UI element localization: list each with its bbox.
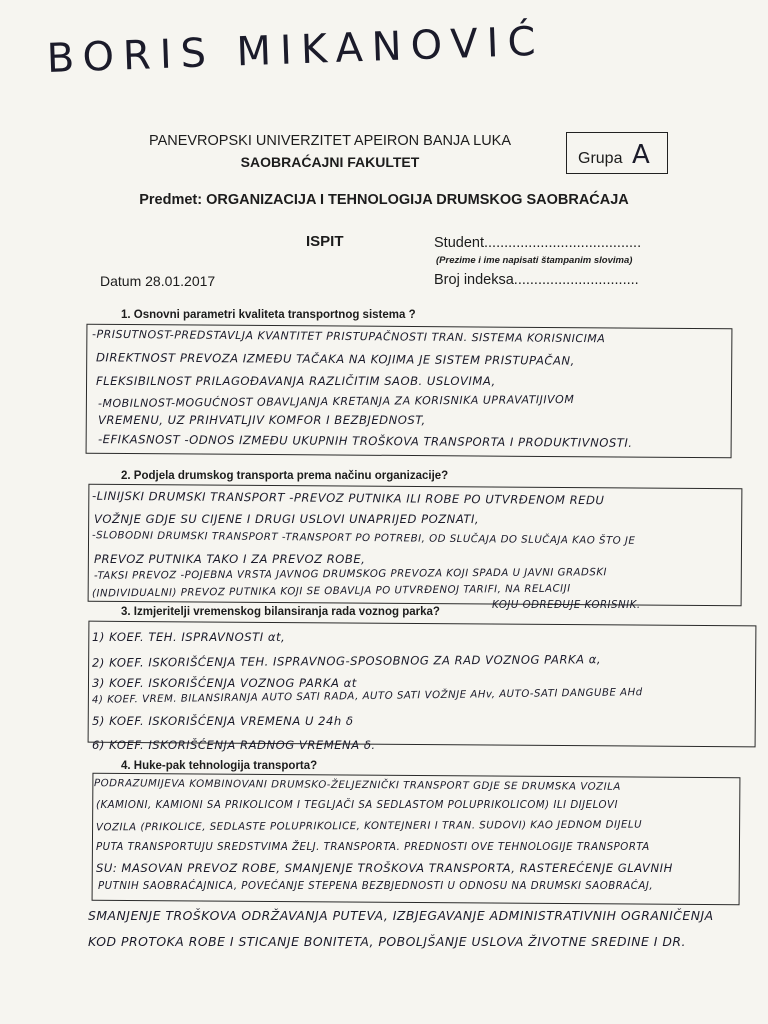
subject-title: Predmet: ORGANIZACIJA I TEHNOLOGIJA DRUMSKOG SAOBRAĆAJA [139,192,629,208]
answer-2-line-6: (INDIVIDUALNI) PREVOZ PUTNIKA KOJI SE OBAVLJA PO UTVRĐENOJ TARIFI, NA RELACIJI [91,583,571,600]
answer-1-line-6: -EFIKASNOST -ODNOS IZMEĐU UKUPNIH TROŠKOVA TRANSPORTA I PRODUKTIVNOSTI. [97,432,633,450]
answer-3-line-2: 2) KOEF. ISKORIŠĆENJA TEH. ISPRAVNOG-SPOSOBNOG ZA RAD VOZNOG PARKA α, [91,652,602,670]
answer-2-line-2: VOŽNJE GDJE SU CIJENE I DRUGI USLOVI UNAPRIJED POZNATI, [94,512,480,526]
question-4-title: 4. Huke-pak tehnologija transporta? [121,760,318,772]
student-field-note: (Prezime i ime napisati štampanim slovima) [436,255,633,266]
answer-1-line-4: -MOBILNOST-MOGUĆNOST OBAVLJANJA KRETANJA ZA KORISNIKA UPRAVATIJIVOM [97,392,575,411]
question-2-title: 2. Podjela drumskog transporta prema načinu organizacije? [121,470,449,482]
group-label: Grupa [578,150,623,167]
group-value: A [632,140,651,170]
answer-2-line-7: KOJU ODREĐUJE KORISNIK. [492,600,641,611]
answer-4-line-7: SMANJENJE TROŠKOVA ODRŽAVANJA PUTEVA, IZBJEGAVANJE ADMINISTRATIVNIH OGRANIČENJA [88,908,714,923]
index-number-label: Broj indeksa............................... [434,272,639,288]
answer-3-line-3: 3) KOEF. ISKORIŠĆENJA VOZNOG PARKA αt [92,676,357,690]
exam-date: Datum 28.01.2017 [100,273,216,289]
student-field-label: Student....................................... [434,235,642,251]
answer-3-line-5: 5) KOEF. ISKORIŠĆENJA VREMENA U 24h δ [92,714,354,728]
answer-1-line-2: DIREKTNOST PREVOZA IZMEĐU TAČAKA NA KOJIMA JE SISTEM PRISTUPAČAN, [95,350,575,368]
answer-4-line-5: SU: MASOVAN PREVOZ ROBE, SMANJENJE TROŠKOVA TRANSPORTA, RASTEREĆENJE GLAVNIH [96,861,673,875]
handwritten-student-name: BORIS MIKANOVIĆ [46,18,546,82]
answer-4-line-6: PUTNIH SAOBRAĆAJNICA, POVEĆANJE STEPENA BEZBJEDNOSTI U ODNOSU NA DRUMSKI SAOBRAĆAJ, [98,881,654,892]
answer-3-line-4: 4) KOEF. VREM. BILANSIRANJA AUTO SATI RADA, AUTO SATI VOŽNJE AHv, AUTO-SATI DANGUBE AHd [91,687,643,706]
answer-4-line-3: VOZILA (PRIKOLICE, SEDLASTE POLUPRIKOLICE, KONTEJNERI I TRAN. SUDOVI) KAO JEDNOM DIJELU [95,819,643,834]
answer-4-line-4: PUTA TRANSPORTUJU SREDSTVIMA ŽELJ. TRANSPORTA. PREDNOSTI OVE TEHNOLOGIJE TRANSPORTA [96,842,650,853]
question-3-title: 3. Izmjeritelji vremenskog bilansiranja rada voznog parka? [121,606,440,618]
answer-4-line-8: KOD PROTOKA ROBE I STICANJE BONITETA, POBOLJŠANJE USLOVA ŽIVOTNE SREDINE I DR. [88,934,686,949]
answer-4-line-2: (KAMIONI, KAMIONI SA PRIKOLICOM I TEGLJAČI SA SEDLASTOM POLUPRIKOLICOM) ILI DIJELOVI [96,800,618,811]
answer-1-line-1: -PRISUTNOST-PREDSTAVLJA KVANTITET PRISTUPAČNOSTI TRAN. SISTEMA KORISNICIMA [91,327,606,346]
university-name: PANEVROPSKI UNIVERZITET APEIRON BANJA LUKA [148,133,512,149]
answer-4-line-1: PODRAZUMIJEVA KOMBINOVANI DRUMSKO-ŽELJEZNIČKI TRANSPORT GDJE SE DRUMSKA VOZILA [93,778,621,793]
answer-2-line-1: -LINIJSKI DRUMSKI TRANSPORT -PREVOZ PUTNIKA ILI ROBE PO UTVRĐENOM REDU [91,488,605,508]
answer-2-line-5: -TAKSI PREVOZ -POJEBNA VRSTA JAVNOG DRUMSKOG PREVOZA KOJI SPADA U JAVNI GRADSKI [93,567,608,582]
answer-1-line-3: FLEKSIBILNOST PRILAGOĐAVANJA RAZLIČITIM SAOB. USLOVIMA, [96,374,496,388]
answer-2-line-4: PREVOZ PUTNIKA TAKO I ZA PREVOZ ROBE, [94,552,366,566]
exam-label: ISPIT [306,233,344,250]
answer-2-line-3: -SLOBODNI DRUMSKI TRANSPORT -TRANSPORT PO POTREBI, OD SLUČAJA DO SLUČAJA KAO ŠTO JE [91,530,636,547]
answer-3-line-1: 1) KOEF. TEH. ISPRAVNOSTI αt, [92,630,286,644]
question-1-title: 1. Osnovni parametri kvaliteta transportnog sistema ? [121,309,416,321]
answer-3-line-6: 6) KOEF. ISKORIŠĆENJA RADNOG VREMENA δ. [92,738,376,752]
faculty-name: SAOBRAĆAJNI FAKULTET [240,154,420,170]
answer-1-line-5: VREMENU, UZ PRIHVATLJIV KOMFOR I BEZBJEDNOST, [98,413,426,427]
